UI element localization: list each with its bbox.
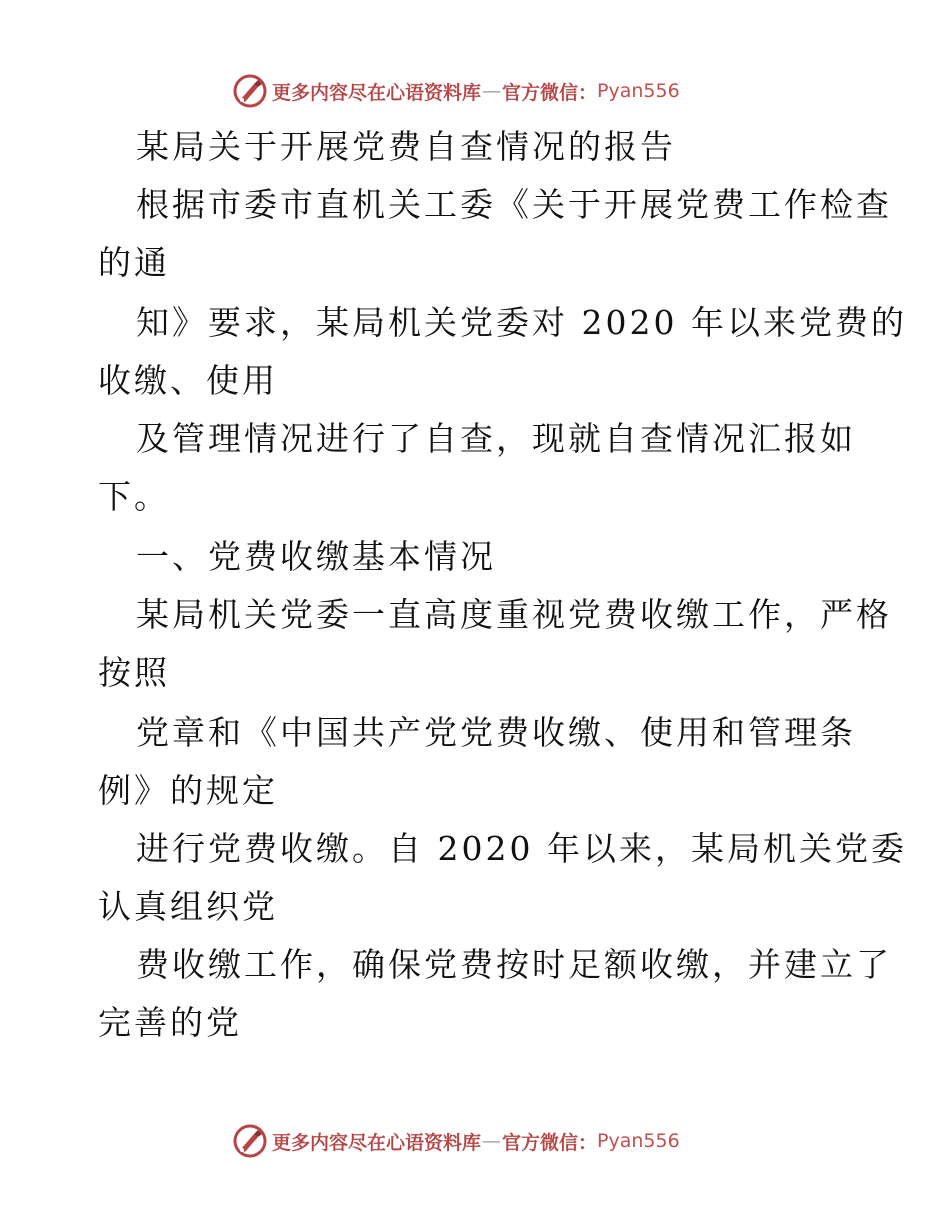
banner-main-text: 更多内容尽在心语资料库 (272, 81, 482, 104)
paragraph-line: 按照 (98, 653, 170, 692)
paragraph-line: 完善的党 (98, 1003, 242, 1042)
banner-main-text: 更多内容尽在心语资料库 (272, 1131, 482, 1154)
header-banner (232, 71, 680, 111)
paragraph-line: 进行党费收缴。自 2020 年以来，某局机关党委 (136, 829, 907, 868)
paragraph-line: 党章和《中国共产党党费收缴、使用和管理条 (136, 713, 856, 752)
paragraph-line: 根据市委市直机关工委《关于开展党费工作检查 (136, 185, 892, 224)
document-title: 某局关于开展党费自查情况的报告 (136, 127, 676, 166)
banner-separator: — (482, 80, 502, 102)
pen-logo-icon (232, 1123, 268, 1159)
banner-wechat-id: Pyan556 (597, 80, 680, 102)
banner-wechat-label: 官方微信： (502, 81, 598, 104)
paragraph-line: 的通 (98, 243, 170, 282)
section-heading: 一、党费收缴基本情况 (136, 537, 496, 576)
banner-wechat-id: Pyan556 (597, 1130, 680, 1152)
pen-logo-icon (232, 73, 268, 109)
paragraph-line: 某局机关党委一直高度重视党费收缴工作，严格 (136, 595, 892, 634)
paragraph-line: 费收缴工作，确保党费按时足额收缴，并建立了 (136, 945, 892, 984)
paragraph-line: 收缴、使用 (98, 361, 278, 400)
banner-separator: — (482, 1130, 502, 1152)
paragraph-line: 及管理情况进行了自查，现就自查情况汇报如 (136, 419, 856, 458)
paragraph-line: 认真组织党 (98, 887, 278, 926)
paragraph-line: 例》的规定 (98, 771, 278, 810)
banner-wechat-label: 官方微信： (502, 1131, 598, 1154)
footer-banner (232, 1121, 680, 1161)
paragraph-line: 知》要求，某局机关党委对 2020 年以来党费的 (136, 303, 907, 342)
paragraph-line: 下。 (98, 477, 170, 516)
